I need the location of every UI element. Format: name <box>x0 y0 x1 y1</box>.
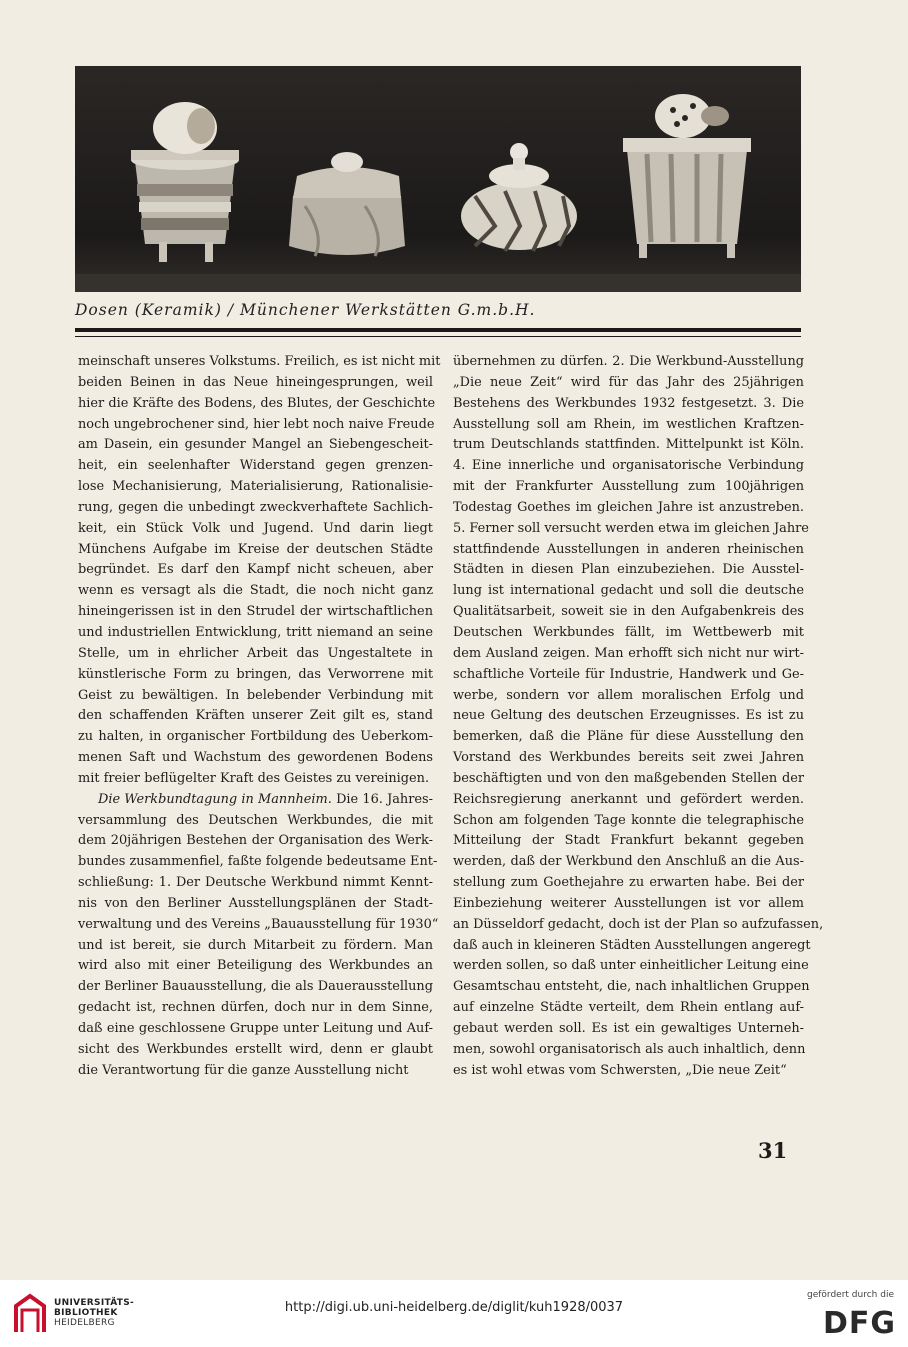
text-line: keit, ein Stück Volk und Jugend. Und darin liegt <box>78 520 433 536</box>
text-line: beschäftigten und von den maßgebenden Stellen der <box>453 770 804 786</box>
text-line: am Dasein, ein gesunder Mangel an Siebengescheit- <box>78 437 433 453</box>
text-line: bundes zusammenfiel, faßte folgende bedeutsame Ent- <box>78 854 438 870</box>
text-line: Gesamtschau entsteht, die, nach inhaltlichen Gruppen <box>453 979 810 995</box>
left-paragraph-2 <box>78 790 439 1082</box>
text-line: Mitteilung der Stadt Frankfurt bekannt gegeben <box>453 833 804 849</box>
text-line: Schon am folgenden Tage konnte die telegraphische <box>453 812 804 828</box>
text-line: dem Ausland zeigen. Man erhofft sich nicht nur wirt- <box>453 645 804 661</box>
text-line: und industriellen Entwicklung, tritt niemand an seine <box>78 624 433 640</box>
footer <box>0 1280 908 1347</box>
text-line: „Die neue Zeit“ wird für das Jahr des 25jährigen <box>453 374 804 390</box>
text-line: 5. Ferner soll versucht werden etwa im gleichen Jahre <box>453 520 809 536</box>
text-line: der Berliner Bauausstellung, die als Dauerausstellung <box>78 979 433 995</box>
ceramic-boxes-photo <box>75 66 801 292</box>
right-paragraph <box>453 352 824 1082</box>
text-line: an Düsseldorf gedacht, doch ist der Plan so aufzufassen, <box>453 916 824 932</box>
text-line: Bestehens des Werkbundes 1932 festgesetzt. 3. Die <box>453 395 804 411</box>
library-line-3: HEIDELBERG <box>54 1318 115 1328</box>
source-url-link[interactable]: http://digi.ub.uni-heidelberg.de/diglit/kuh1928/0037 <box>284 1300 624 1315</box>
text-line: noch ungebrochener sind, hier lebt noch naive Freude <box>78 416 435 432</box>
text-line: verwaltung und des Vereins „Bauausstellung für 1930“ <box>78 916 439 932</box>
text-line: 4. Eine innerliche und organisatorische Verbindung <box>453 458 804 474</box>
caption-rule-thin <box>75 336 801 337</box>
text-line: heit, ein seelenhafter Widerstand gegen grenzen- <box>78 458 433 474</box>
text-line: lose Mechanisierung, Materialisierung, Rationalisie- <box>78 479 433 495</box>
text-line: Deutschen Werkbundes fällt, im Wettbewerb mit <box>453 624 804 640</box>
text-line: beiden Beinen in das Neue hineingesprungen, weil <box>78 374 433 390</box>
text-line: stattfindende Ausstellungen in anderen rheinischen <box>453 541 804 557</box>
text-line: schließung: 1. Der Deutsche Werkbund nimmt Kennt- <box>78 875 433 891</box>
section-heading: Die Werkbundtagung in Mannheim. <box>98 791 332 807</box>
text-line: werbe, sondern vor allem moralischen Erfolg und <box>453 687 804 703</box>
left-column <box>78 352 441 1082</box>
text-line: men, sowohl organisatorisch als auch inhaltlich, denn <box>453 1041 806 1057</box>
text-line: die Verantwortung für die ganze Ausstellung nicht <box>78 1062 409 1078</box>
text-line: wird also mit einer Beteiligung des Werkbundes an <box>78 958 433 974</box>
text-line: sicht des Werkbundes erstellt wird, denn er glaubt <box>78 1041 433 1057</box>
left-paragraph-1 <box>78 352 441 790</box>
text-line: Stelle, um in ehrlicher Arbeit das Ungestaltete in <box>78 645 433 661</box>
text-line: hineingerissen ist in den Strudel der wirtschaftlichen <box>78 604 433 620</box>
text-line: gebaut werden soll. Es ist ein gewaltiges Unterneh- <box>453 1021 804 1036</box>
text-line: Vorstand des Werkbundes bereits seit zwei Jahren <box>453 750 804 766</box>
text-line: Münchens Aufgabe im Kreise der deutschen Städte <box>78 541 433 557</box>
text-line: neue Geltung des deutschen Erzeugnisses. Es ist zu <box>453 708 804 724</box>
text-line: rung, gegen die unbedingt zweckverhaftete Sachlich- <box>78 499 433 515</box>
text-line: wenn es versagt als die Stadt, die noch nicht ganz <box>78 583 433 599</box>
library-line-1: UNIVERSITÄTS- <box>54 1298 135 1308</box>
text-line: nis von den Berliner Ausstellungsplänen der Stadt- <box>78 895 433 911</box>
text-line: übernehmen zu dürfen. 2. Die Werkbund-Ausstellung <box>453 354 804 369</box>
text-line: werden sollen, so daß unter einheitlicher Leitung eine <box>453 958 809 974</box>
right-column <box>453 352 824 1082</box>
text-line: trum Deutschlands stattfinden. Mittelpunkt ist Köln. <box>453 437 804 453</box>
text-line: Einbeziehung weiterer Ausstellungen ist vor allem <box>453 895 804 911</box>
text-line: mit freier beflügelter Kraft des Geistes zu vereinigen. <box>78 770 430 786</box>
text-line: menen Saft und Wachstum des gewordenen Bodens <box>78 750 433 766</box>
text-line: mit der Frankfurter Ausstellung zum 100jährigen <box>453 479 804 495</box>
text-line: begründet. Es darf den Kampf nicht scheuen, aber <box>78 562 433 578</box>
page-number: 31 <box>758 1138 788 1163</box>
text-line: Ausstellung soll am Rhein, im westlichen Kraftzen- <box>453 416 804 432</box>
text-line: künstlerische Form zu bringen, das Verworrene mit <box>78 666 433 682</box>
text-line: auf einzelne Städte verteilt, dem Rhein entlang auf- <box>453 1000 804 1016</box>
dfg-logo: DFG <box>822 1306 896 1341</box>
text-line: meinschaft unseres Volkstums. Freilich, es ist nicht mit <box>78 354 441 369</box>
text-line: stellung zum Goethejahre zu erwarten habe. Bei der <box>453 875 804 891</box>
text-line: versammlung des Deutschen Werkbundes, die mit <box>78 812 433 828</box>
library-line-2: BIBLIOTHEK <box>54 1308 118 1318</box>
text-line: daß auch in kleineren Städten Ausstellungen angeregt <box>453 937 811 953</box>
text-line: es ist wohl etwas vom Schwersten, „Die neue Zeit“ <box>453 1062 787 1078</box>
text-line: hier die Kräfte des Bodens, des Blutes, der Geschichte <box>78 395 436 411</box>
text-line: Geist zu bewältigen. In belebender Verbindung mit <box>78 687 433 703</box>
text-line: Qualitätsarbeit, soweit sie in den Aufgabenkreis des <box>453 604 804 620</box>
text-line: werden, daß der Werkbund den Anschluß an die Aus- <box>453 854 804 870</box>
text-line: Reichsregierung anerkannt und gefördert werden. <box>453 791 804 807</box>
caption-rule-thick <box>75 328 801 332</box>
dfg-label: gefördert durch die <box>807 1290 894 1300</box>
text-line: Todestag Goethes im gleichen Jahre ist anzustreben. <box>453 499 804 515</box>
text-line: gedacht ist, rechnen dürfen, doch nur in dem Sinne, <box>78 1000 433 1016</box>
text-line: zu halten, in organischer Fortbildung des Ueberkom- <box>78 729 433 745</box>
university-library-logo-icon <box>12 1292 48 1338</box>
text-line: daß eine geschlossene Gruppe unter Leitung und Auf- <box>78 1021 433 1036</box>
text-line: schaftliche Vorteile für Industrie, Handwerk und Ge- <box>453 666 804 682</box>
text-line: lung ist international gedacht und soll die deutsche <box>453 583 804 599</box>
text-line: Städten in diesen Plan einzubeziehen. Die Ausstel- <box>453 562 804 578</box>
text-line: bemerken, daß die Pläne für diese Ausstellung den <box>453 729 804 745</box>
text-line-rest: Die 16. Jahres- <box>331 791 433 807</box>
text-line: dem 20jährigen Bestehen der Organisation des Werk- <box>78 833 433 849</box>
text-line: den schaffenden Kräften unserer Zeit gilt es, stand <box>78 708 433 724</box>
text-line <box>78 790 433 811</box>
figure-caption: Dosen (Keramik) / Münchener Werkstätten G.m.b.H. <box>75 301 536 319</box>
text-line: und ist bereit, sie durch Mitarbeit zu fördern. Man <box>78 937 433 953</box>
